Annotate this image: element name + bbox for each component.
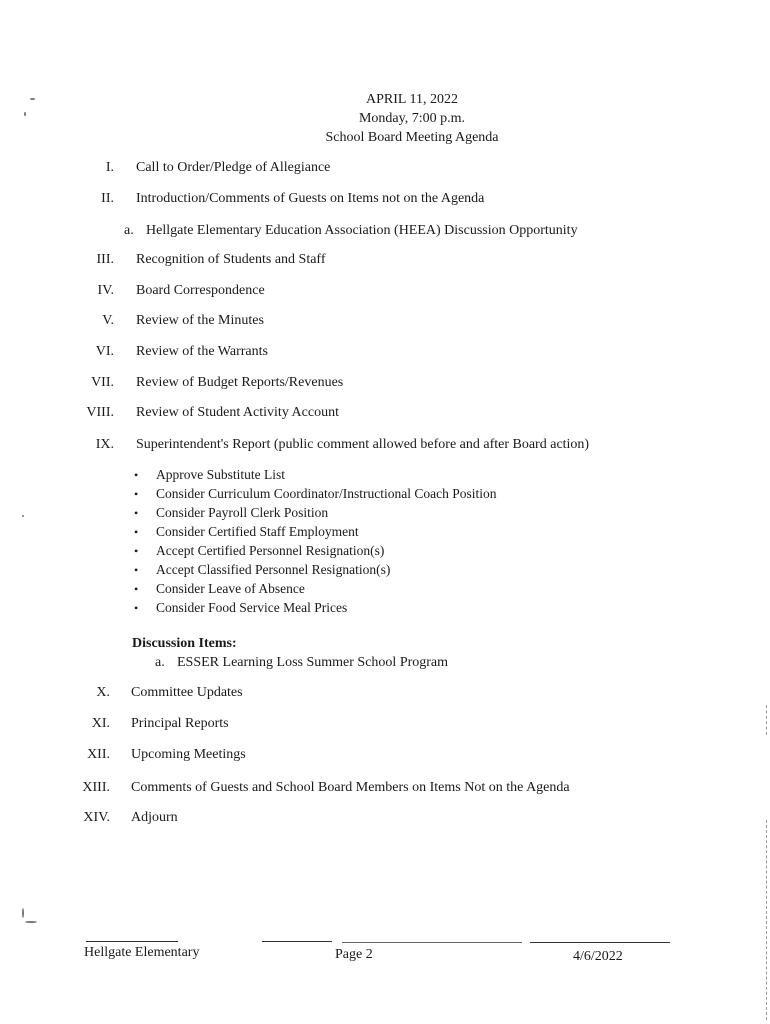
agenda-text: Introduction/Comments of Guests on Items not on the Agenda <box>136 191 485 206</box>
agenda-text: Superintendent's Report (public comment allowed before and after Board action) <box>136 437 590 452</box>
bullet-item: Consider Food Service Meal Prices <box>156 600 348 615</box>
agenda-text: Recognition of Students and Staff <box>136 252 326 267</box>
sub-item-letter: a. <box>124 223 134 238</box>
bullet-icon: • <box>134 468 139 482</box>
bullet-icon: • <box>134 563 139 577</box>
footer-page: Page 2 <box>335 947 373 962</box>
agenda-number: XI. <box>91 716 110 731</box>
footer-school: Hellgate Elementary <box>84 945 200 960</box>
scan-mark <box>24 112 26 116</box>
footer-rule <box>530 942 670 943</box>
scan-mark <box>30 98 35 100</box>
agenda-text: Committee Updates <box>131 685 243 700</box>
agenda-number: VI. <box>95 344 114 359</box>
bullet-icon: • <box>134 601 139 615</box>
footer-rule <box>86 941 178 942</box>
footer-rule <box>342 942 522 943</box>
bullet-item: Approve Substitute List <box>156 467 285 482</box>
bullet-item: Consider Payroll Clerk Position <box>156 505 329 520</box>
footer-rule <box>262 941 332 942</box>
agenda-number: IX. <box>95 437 114 452</box>
scan-mark <box>766 820 767 1020</box>
agenda-text: Board Correspondence <box>136 283 265 298</box>
bullet-item: Consider Curriculum Coordinator/Instructional Coach Position <box>156 486 497 501</box>
discussion-heading: Discussion Items: <box>132 636 237 651</box>
bullet-item: Accept Certified Personnel Resignation(s) <box>156 543 385 558</box>
bullet-icon: • <box>134 544 139 558</box>
agenda-text: Upcoming Meetings <box>131 747 246 762</box>
agenda-text: Review of Student Activity Account <box>136 405 339 420</box>
sub-item-text: Hellgate Elementary Education Association (HEEA) Discussion Opportunity <box>146 223 578 238</box>
agenda-number: XII. <box>87 747 110 762</box>
agenda-text: Review of Budget Reports/Revenues <box>136 375 344 390</box>
agenda-text: Comments of Guests and School Board Members on Items Not on the Agenda <box>131 780 570 795</box>
agenda-text: Call to Order/Pledge of Allegiance <box>136 160 331 175</box>
scan-mark <box>22 908 24 918</box>
bullet-icon: • <box>134 582 139 596</box>
scan-mark <box>22 515 24 517</box>
agenda-text: Adjourn <box>131 810 178 825</box>
discussion-letter: a. <box>155 655 165 670</box>
agenda-number: VIII. <box>86 405 114 420</box>
scan-mark <box>25 921 37 923</box>
agenda-number: XIV. <box>83 810 110 825</box>
bullet-icon: • <box>134 525 139 539</box>
bullet-item: Consider Leave of Absence <box>156 581 305 596</box>
agenda-number: II. <box>101 191 114 206</box>
meeting-date: APRIL 11, 2022 <box>366 92 458 107</box>
agenda-number: X. <box>96 685 110 700</box>
scan-mark <box>766 705 767 735</box>
agenda-number: I. <box>105 160 114 175</box>
bullet-icon: • <box>134 487 139 501</box>
page-title: School Board Meeting Agenda <box>325 130 499 145</box>
bullet-item: Accept Classified Personnel Resignation(s) <box>156 562 391 577</box>
agenda-text: Review of the Minutes <box>136 313 264 328</box>
agenda-text: Principal Reports <box>131 716 229 731</box>
footer-date: 4/6/2022 <box>573 949 623 964</box>
bullet-item: Consider Certified Staff Employment <box>156 524 359 539</box>
discussion-item: ESSER Learning Loss Summer School Program <box>177 655 449 670</box>
meeting-time: Monday, 7:00 p.m. <box>358 111 466 126</box>
agenda-number: IV. <box>97 283 114 298</box>
agenda-number: V. <box>102 313 114 328</box>
agenda-number: III. <box>96 252 114 267</box>
bullet-icon: • <box>134 506 139 520</box>
agenda-number: VII. <box>91 375 114 390</box>
agenda-text: Review of the Warrants <box>136 344 268 359</box>
agenda-number: XIII. <box>82 780 110 795</box>
